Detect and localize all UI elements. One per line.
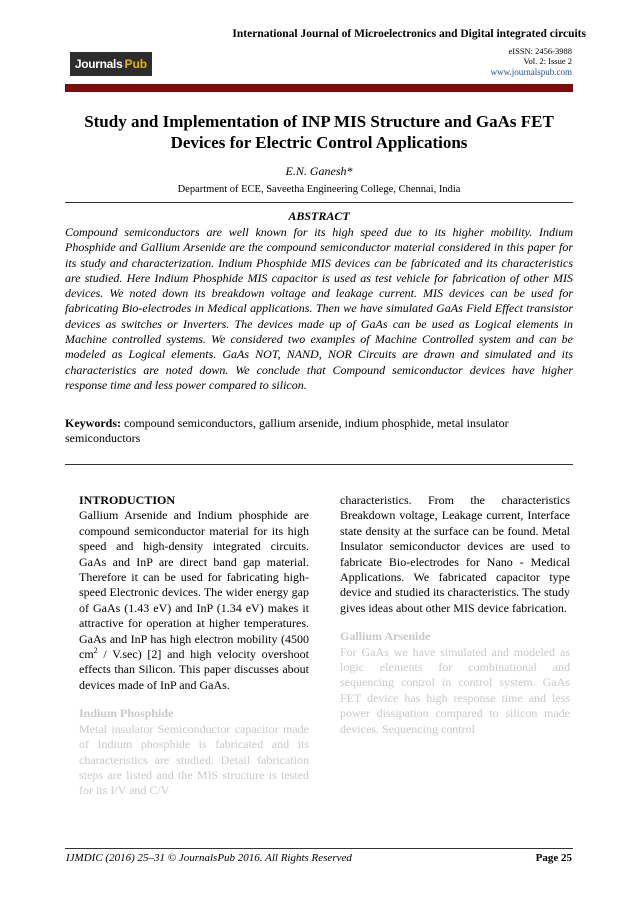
journal-url-link[interactable]: www.journalspub.com [490, 67, 572, 77]
journalspub-logo [70, 52, 152, 76]
paper-title: Study and Implementation of INP MIS Structure and GaAs FET Devices for Electric Control Applications [84, 112, 554, 152]
indium-phosphide-heading: Indium Phosphide [79, 706, 174, 721]
divider-bottom [65, 464, 573, 465]
logo-text-main: Journals [74, 57, 123, 71]
volume-issue: Vol. 2: Issue 2 [523, 56, 572, 66]
gallium-arsenide-heading: Gallium Arsenide [340, 629, 431, 644]
characteristics-paragraph: characteristics. From the characteristics Breakdown voltage, Leakage current, Interface state density at the surface can be found. Metal Insulator semiconductor devices are used to fabricate Bio-electrodes for Nano - Medical Applications. We fabricated capacitor type device and studied its characteristics. The study gives ideas about other MIS device fabrication. [340, 493, 570, 615]
intro-text-2: / V.sec) [2] and high velocity overshoot effects than Silicon. This paper discusses about devices made of InP and GaAs. [79, 647, 309, 692]
right-column [340, 493, 570, 737]
intro-text-1: Gallium Arsenide and Indium phosphide are compound semiconductor material for its high speed and high-density integrated circuits. GaAs and InP are direct band gap material. Therefore it can be used for fabricating high-speed Electronic devices. The wider energy gap of GaAs (1.43 eV) and InP (1.34 eV) makes it attractive for operation at higher temperatures. GaAs and InP has high electron mobility (4500 cm [79, 508, 309, 662]
abstract-heading: ABSTRACT [288, 209, 350, 223]
gallium-arsenide-text: For GaAs we have simulated and modeled as logic elements for combinational and sequencing control in control system. GaAs FET device has high response time and less power dissipation compared to silicon made devices. Sequencing control [340, 644, 570, 736]
introduction-heading: INTRODUCTION [79, 493, 176, 507]
left-column [79, 493, 309, 799]
author: E.N. Ganesh* [285, 164, 353, 178]
page-number: Page 25 [535, 852, 572, 864]
header-bar [65, 84, 573, 92]
keywords-label: Keywords: [65, 416, 121, 430]
keywords-text: compound semiconductors, gallium arsenide, indium phosphide, metal insulator semiconductors [65, 416, 509, 446]
journal-title: International Journal of Microelectronics and Digital integrated circuits [232, 28, 586, 40]
intro-superscript: 2 [93, 646, 98, 656]
abstract-text: Compound semiconductors are well known for its high speed due to its higher mobility. Indium Phosphide and Gallium Arsenide are the compound semiconductor material considered in this paper for its study and characterization. Indium Phosphide MIS devices can be fabricated and its characteristics are studied. Here Indium Phosphide MIS capacitor is used as test vehicle for fabrication of other MIS devices. We noted down its breakdown voltage and leakage current. MIS devices can be used for fabricating Bio-electrodes in Medical applications. Then we have simulated GaAs Field Effect transistor devices as switches or Inverters. The devices made up of GaAs can be used as Logical elements in Machine controlled systems. We considered two examples of Machine Controlled system and can be modeled as Logical elements. GaAs NOT, NAND, NOR Circuits are drawn and simulated and its characteristics are noted down. We conclude that Compound semiconductor devices have higher response time and less power compared to silicon. [65, 225, 573, 392]
affiliation: Department of ECE, Saveetha Engineering College, Chennai, India [177, 184, 461, 195]
footer-divider [65, 848, 573, 849]
logo-text-sub: Pub [124, 57, 148, 71]
indium-phosphide-text: Metal insulator Semiconductor capacitor made of Indium phosphide is fabricated and its characteristics are studied. Detail fabrication steps are listed and the MIS structure is tested for its I/V and C/V [79, 721, 309, 798]
introduction-paragraph [79, 508, 309, 693]
issn: eISSN: 2456-3988 [508, 46, 572, 56]
keywords [65, 416, 573, 447]
footer-citation: IJMDIC (2016) 25–31 © JournalsPub 2016. All Rights Reserved [66, 852, 352, 864]
divider-top [65, 202, 573, 203]
